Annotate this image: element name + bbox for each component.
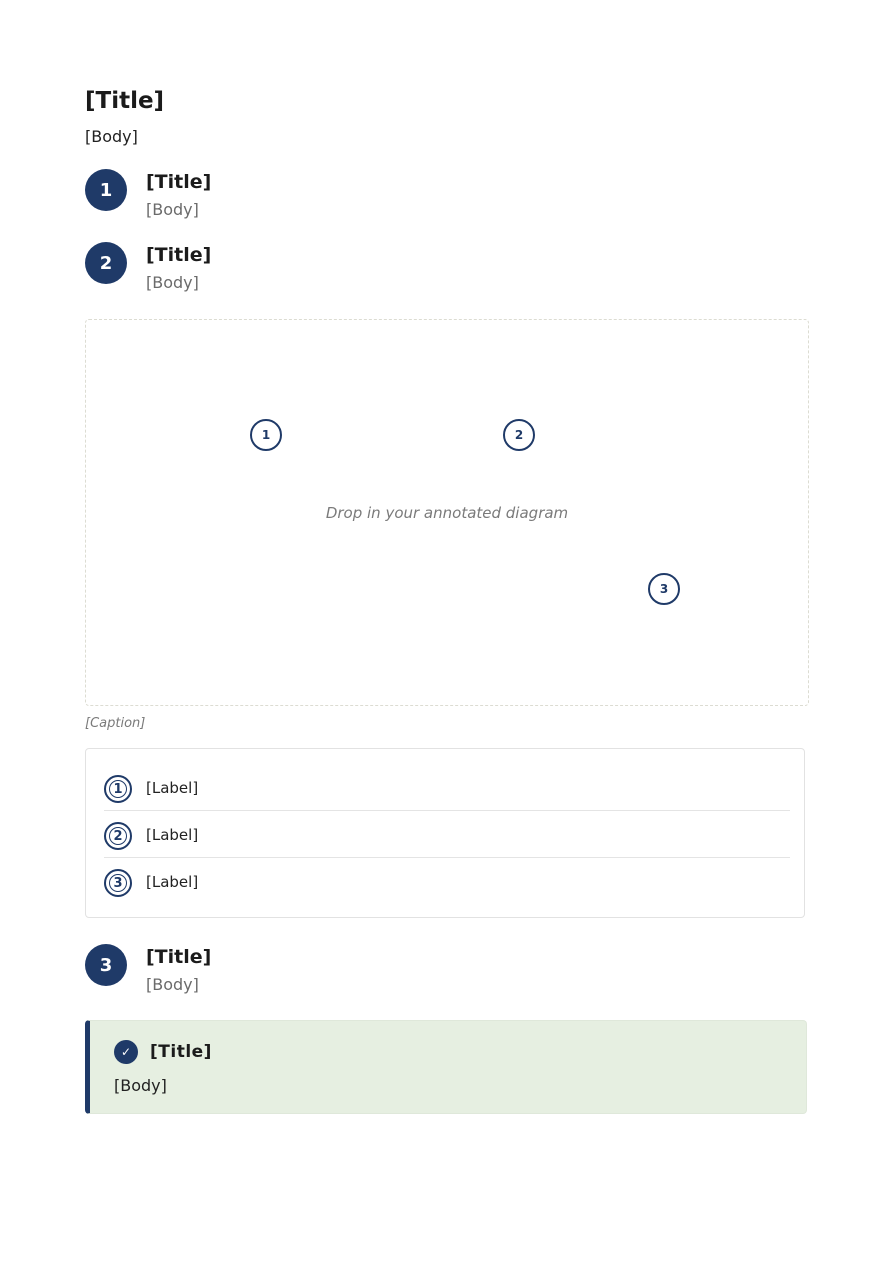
diagram-caption: [Caption]: [85, 716, 146, 731]
page-body: [Body]: [85, 127, 138, 146]
diagram-marker-2: 2: [503, 419, 535, 451]
step-body: [Body]: [146, 273, 199, 292]
step-body: [Body]: [146, 200, 199, 219]
legend-label: [Label]: [146, 873, 199, 891]
legend-item: [104, 811, 790, 858]
legend-number-badge: 2: [104, 822, 132, 850]
legend-number-badge: 1: [104, 775, 132, 803]
legend-label: [Label]: [146, 826, 199, 844]
step-1: [85, 169, 809, 229]
check-icon: ✓: [114, 1040, 138, 1064]
step-title: [Title]: [146, 946, 212, 968]
page-title: [Title]: [85, 88, 165, 114]
diagram-marker-1: 1: [250, 419, 282, 451]
legend-label: [Label]: [146, 779, 199, 797]
legend-number-badge: 3: [104, 869, 132, 897]
callout-title: [Title]: [150, 1042, 212, 1062]
step-number-badge: 3: [85, 944, 127, 986]
diagram-placeholder-text: Drop in your annotated diagram: [325, 504, 569, 522]
step-number-badge: 1: [85, 169, 127, 211]
step-body: [Body]: [146, 975, 199, 994]
diagram-dropzone[interactable]: [85, 319, 809, 706]
step-title: [Title]: [146, 171, 212, 193]
legend-item: [104, 764, 790, 811]
diagram-legend: [85, 748, 805, 918]
diagram-marker-3: 3: [648, 573, 680, 605]
step-title: [Title]: [146, 244, 212, 266]
success-callout: [85, 1020, 807, 1114]
step-2: [85, 242, 809, 302]
legend-item: [104, 858, 790, 904]
callout-body: [Body]: [114, 1076, 167, 1095]
step-number-badge: 2: [85, 242, 127, 284]
step-3: [85, 944, 809, 1004]
